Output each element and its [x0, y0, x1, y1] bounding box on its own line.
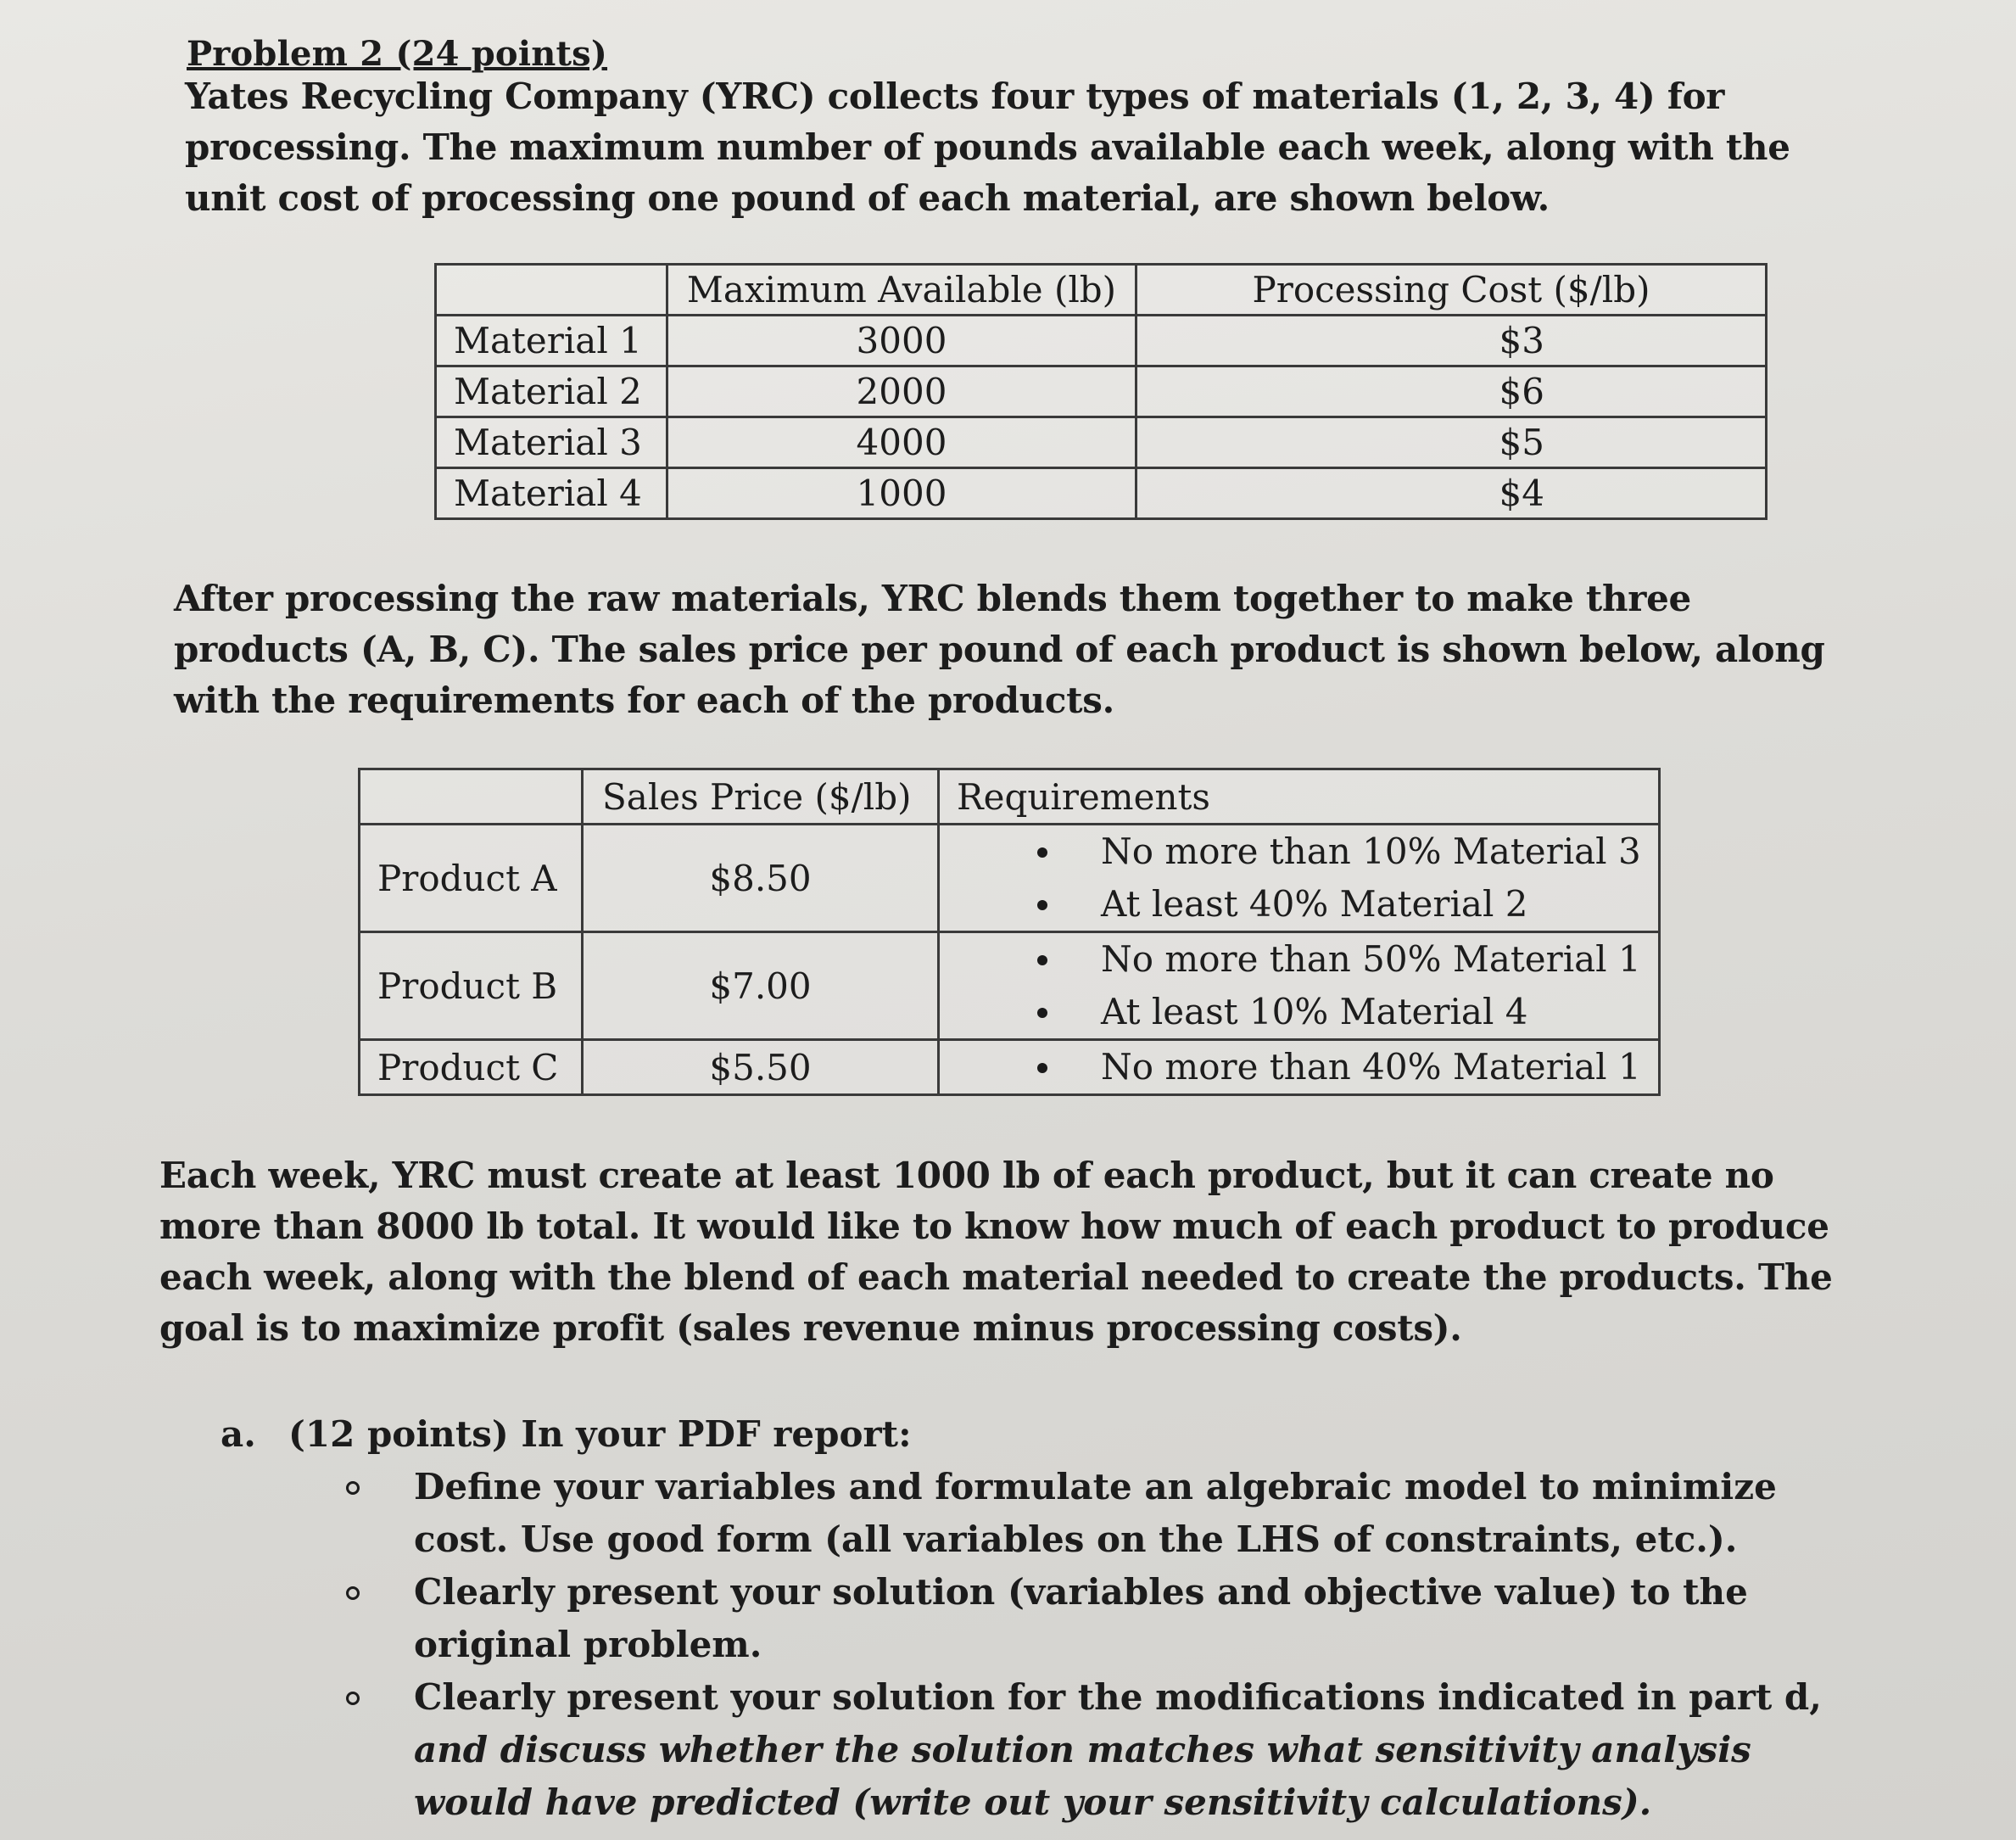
table-header-cell: Requirements: [939, 769, 1660, 825]
product-name: Product B: [360, 932, 583, 1040]
table-header-cell: Processing Cost ($/lb): [1136, 265, 1767, 316]
list-item-text: Clearly present your solution for the modifications indicated in part d,: [414, 1676, 1822, 1718]
table-header-cell: [360, 769, 583, 825]
material-name: Material 4: [436, 468, 667, 519]
material-name: Material 1: [436, 316, 667, 366]
product-requirements: [939, 932, 1660, 1040]
list-item: [414, 1461, 1873, 1566]
material-max: 1000: [667, 468, 1136, 519]
material-name: Material 3: [436, 417, 667, 468]
table-header-row: [360, 769, 1660, 825]
list-item-text: Clearly present your solution (variables and objective value) to the original problem.: [414, 1571, 1748, 1665]
table-row: [436, 417, 1767, 468]
list-item-text: Define your variables and formulate an algebraic model to minimize cost. Use good form (all variables on the LHS of constraints, etc.).: [414, 1466, 1777, 1560]
table-header-cell: Maximum Available (lb): [667, 265, 1136, 316]
product-requirements: [939, 1040, 1660, 1095]
list-item-emphasis: and discuss whether the solution matches what sensitivity analysis would have predicted (write out your sensitivity calculations).: [414, 1729, 1751, 1823]
product-name: Product A: [360, 825, 583, 932]
table-header-row: [436, 265, 1767, 316]
product-price: $5.50: [583, 1040, 939, 1095]
table-row: [436, 468, 1767, 519]
list-item: [414, 1671, 1873, 1829]
products-table: [358, 768, 1661, 1096]
product-price: $8.50: [583, 825, 939, 932]
material-max: 2000: [667, 366, 1136, 417]
circle-bullet-icon: [346, 1481, 360, 1495]
product-name: Product C: [360, 1040, 583, 1095]
after-paragraph: After processing the raw materials, YRC blends them together to make three products (A, B, C). The sales price per pound of each product is shown below, along with the requirements for each of the products.: [174, 578, 1825, 721]
material-max: 4000: [667, 417, 1136, 468]
circle-bullet-icon: [346, 1586, 360, 1600]
product-price: $7.00: [583, 932, 939, 1040]
part-a-heading: (12 points) In your PDF report:: [288, 1413, 912, 1455]
material-cost: $3: [1136, 316, 1767, 366]
materials-table: [434, 263, 1767, 520]
list-item: [414, 1566, 1873, 1671]
week-paragraph: Each week, YRC must create at least 1000 lb of each product, but it can create no more than 8000 lb total. It would like to know how much of each product to produce each week, along with the blend of each material needed to create the products. The goal is to maximize profit (sales revenue minus processing costs).: [159, 1155, 1833, 1349]
table-header-cell: Sales Price ($/lb): [583, 769, 939, 825]
table-row: [360, 1040, 1660, 1095]
material-cost: $5: [1136, 417, 1767, 468]
problem-title: Problem 2 (24 points): [187, 34, 608, 74]
product-requirements: [939, 825, 1660, 932]
table-row: [436, 366, 1767, 417]
material-name: Material 2: [436, 366, 667, 417]
table-row: [360, 825, 1660, 932]
requirement-item: No more than 50% Material 1: [940, 933, 1641, 986]
material-cost: $6: [1136, 366, 1767, 417]
material-max: 3000: [667, 316, 1136, 366]
circle-bullet-icon: [346, 1692, 360, 1705]
table-header-cell: [436, 265, 667, 316]
requirement-item: At least 40% Material 2: [940, 878, 1641, 931]
requirement-item: At least 10% Material 4: [940, 986, 1641, 1038]
table-row: [360, 932, 1660, 1040]
part-a-list: [414, 1461, 1873, 1829]
requirement-item: No more than 10% Material 3: [940, 825, 1641, 878]
part-a-label: a.: [221, 1413, 256, 1455]
requirement-item: No more than 40% Material 1: [940, 1041, 1641, 1093]
intro-paragraph: Yates Recycling Company (YRC) collects four types of materials (1, 2, 3, 4) for processing. The maximum number of pounds available each week, along with the unit cost of processing one pound of each material, are shown below.: [185, 76, 1790, 219]
material-cost: $4: [1136, 468, 1767, 519]
table-row: [436, 316, 1767, 366]
